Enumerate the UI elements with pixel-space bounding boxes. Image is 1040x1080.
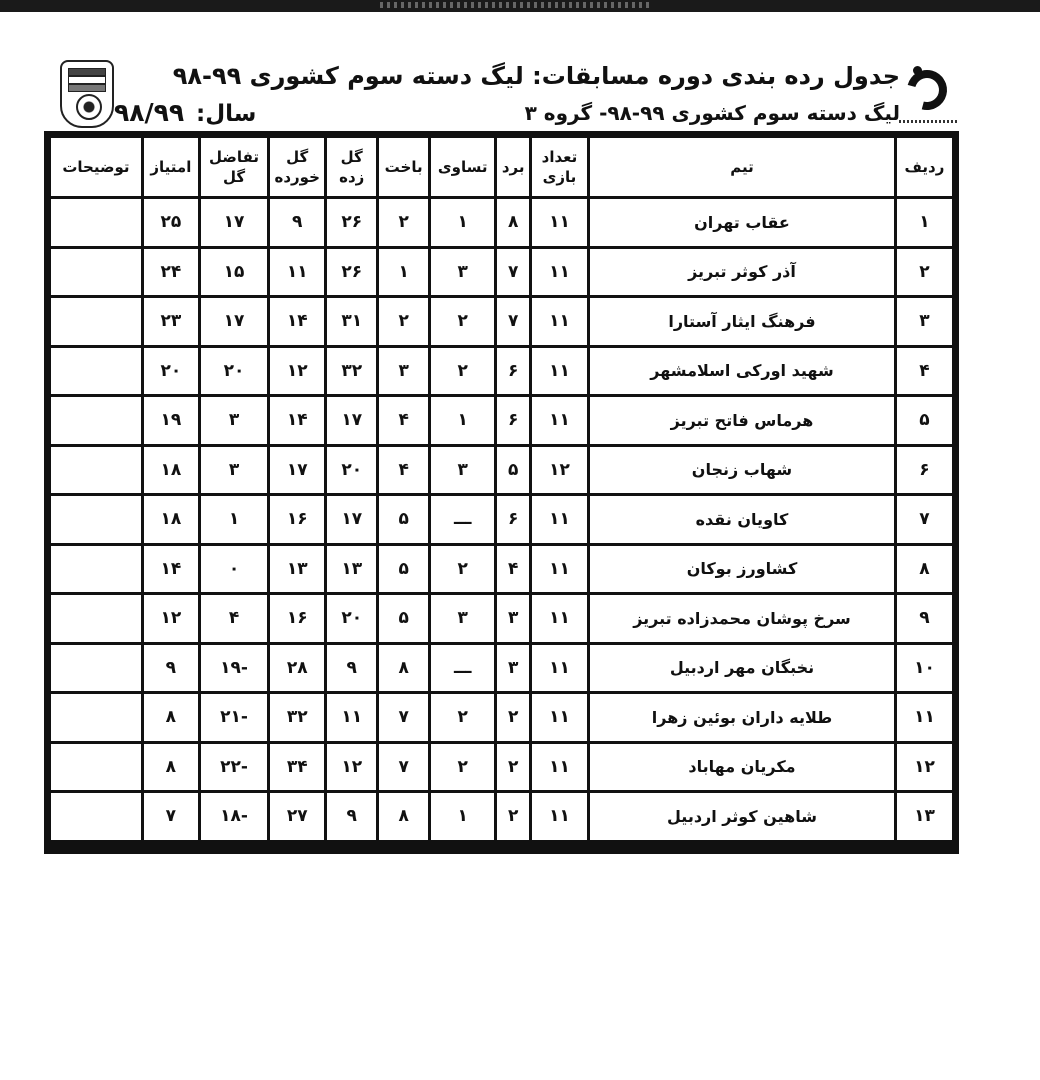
cell-team: شاهین کوثر اردبیل: [590, 793, 894, 840]
cell-goals-for: ۱۳: [327, 546, 376, 593]
cell-goal-diff: ۳: [201, 397, 267, 444]
header-won: برد: [497, 138, 529, 196]
cell-won: ۶: [497, 397, 529, 444]
cell-goals-against: ۱۷: [270, 447, 324, 494]
cell-played: ۱۱: [532, 694, 587, 741]
standings-table-frame: [44, 131, 959, 854]
cell-lost: ۱: [379, 249, 428, 296]
cell-points: ۱۸: [144, 447, 198, 494]
table-row: [51, 694, 952, 741]
cell-notes: [51, 199, 141, 246]
cell-won: ۶: [497, 496, 529, 543]
football-federation-logo: [60, 60, 114, 128]
cell-rank: ۸: [897, 546, 952, 593]
standings-table: [48, 135, 955, 843]
cell-rank: ۶: [897, 447, 952, 494]
header-drawn: تساوی: [431, 138, 494, 196]
table-row: [51, 199, 952, 246]
cell-lost: ۴: [379, 397, 428, 444]
cell-goals-for: ۹: [327, 645, 376, 692]
table-row: [51, 397, 952, 444]
cell-notes: [51, 744, 141, 791]
cell-goal-diff: ۰: [201, 546, 267, 593]
cell-rank: ۱۰: [897, 645, 952, 692]
cell-lost: ۸: [379, 645, 428, 692]
cell-goals-for: ۱۱: [327, 694, 376, 741]
table-header-row: [51, 138, 952, 196]
cell-goal-diff: -۲۲: [201, 744, 267, 791]
cell-drawn: ۲: [431, 546, 494, 593]
header-points: امتیاز: [144, 138, 198, 196]
cell-goals-against: ۲۷: [270, 793, 324, 840]
cell-played: ۱۱: [532, 744, 587, 791]
cell-points: ۲۴: [144, 249, 198, 296]
cell-rank: ۷: [897, 496, 952, 543]
cell-drawn: ۱: [431, 397, 494, 444]
cell-team: آذر کوثر تبریز: [590, 249, 894, 296]
cell-won: ۴: [497, 546, 529, 593]
cell-goal-diff: -۲۱: [201, 694, 267, 741]
cell-notes: [51, 298, 141, 345]
cell-goals-against: ۱۴: [270, 397, 324, 444]
cell-team: کاویان نقده: [590, 496, 894, 543]
page-subtitle: لیگ دسته سوم کشوری ۹۹-۹۸- گروه ۳: [524, 101, 900, 125]
table-row: [51, 595, 952, 642]
cell-played: ۱۱: [532, 298, 587, 345]
cell-team: شهاب زنجان: [590, 447, 894, 494]
cell-team: فرهنگ ایثار آستارا: [590, 298, 894, 345]
swirl-logo-icon: [900, 63, 955, 118]
cell-lost: ۷: [379, 694, 428, 741]
cell-rank: ۹: [897, 595, 952, 642]
cell-lost: ۳: [379, 348, 428, 395]
cell-goals-against: ۲۸: [270, 645, 324, 692]
cell-goal-diff: ۴: [201, 595, 267, 642]
header-goals-for: گل زده: [327, 138, 376, 196]
cell-goal-diff: ۱: [201, 496, 267, 543]
cell-goals-for: ۱۲: [327, 744, 376, 791]
header-rank: ردیف: [897, 138, 952, 196]
cell-played: ۱۱: [532, 397, 587, 444]
cell-goals-against: ۱۴: [270, 298, 324, 345]
cell-drawn: ۲: [431, 348, 494, 395]
cell-team: مکریان مهاباد: [590, 744, 894, 791]
football-icon: [76, 94, 102, 120]
cell-drawn: ۳: [431, 447, 494, 494]
table-row: [51, 744, 952, 791]
cell-points: ۸: [144, 744, 198, 791]
cell-played: ۱۱: [532, 645, 587, 692]
cell-goals-against: ۳۲: [270, 694, 324, 741]
table-row: [51, 447, 952, 494]
cell-team: سرخ پوشان محمدزاده تبریز: [590, 595, 894, 642]
cell-goals-against: ۹: [270, 199, 324, 246]
cell-notes: [51, 645, 141, 692]
cell-played: ۱۱: [532, 546, 587, 593]
cell-lost: ۷: [379, 744, 428, 791]
cell-notes: [51, 546, 141, 593]
cell-goal-diff: ۱۵: [201, 249, 267, 296]
cell-goal-diff: -۱۹: [201, 645, 267, 692]
cell-team: شهید اورکی اسلامشهر: [590, 348, 894, 395]
cell-played: ۱۱: [532, 793, 587, 840]
cell-lost: ۵: [379, 595, 428, 642]
cell-won: ۳: [497, 595, 529, 642]
cell-goals-for: ۳۲: [327, 348, 376, 395]
header-goals-against: گل خورده: [270, 138, 324, 196]
header-goal-diff: تفاضل گل: [201, 138, 267, 196]
cell-goals-against: ۱۲: [270, 348, 324, 395]
cell-won: ۲: [497, 793, 529, 840]
table-row: [51, 496, 952, 543]
cell-team: عقاب تهران: [590, 199, 894, 246]
cell-drawn: ـــ: [431, 645, 494, 692]
cell-lost: ۵: [379, 496, 428, 543]
cell-goals-for: ۲۰: [327, 595, 376, 642]
table-row: [51, 793, 952, 840]
cell-goals-against: ۱۶: [270, 595, 324, 642]
cell-lost: ۵: [379, 546, 428, 593]
cell-points: ۱۹: [144, 397, 198, 444]
cell-played: ۱۱: [532, 249, 587, 296]
header-lost: باخت: [379, 138, 428, 196]
cell-points: ۲۳: [144, 298, 198, 345]
page-title: جدول رده بندی دوره مسابقات: لیگ دسته سوم کشوری ۹۹-۹۸: [172, 62, 900, 90]
cell-lost: ۸: [379, 793, 428, 840]
cell-notes: [51, 496, 141, 543]
year-value: ۹۸/۹۹: [114, 98, 185, 127]
cell-rank: ۵: [897, 397, 952, 444]
cell-goals-against: ۱۶: [270, 496, 324, 543]
cell-lost: ۴: [379, 447, 428, 494]
cell-goals-for: ۲۰: [327, 447, 376, 494]
cell-drawn: ۳: [431, 595, 494, 642]
cell-won: ۷: [497, 298, 529, 345]
header-played: تعداد بازی: [532, 138, 587, 196]
cell-drawn: ۲: [431, 744, 494, 791]
cell-drawn: ۲: [431, 298, 494, 345]
cell-points: ۱۴: [144, 546, 198, 593]
cell-goals-for: ۱۷: [327, 496, 376, 543]
cell-goal-diff: ۳: [201, 447, 267, 494]
cell-lost: ۲: [379, 298, 428, 345]
cell-lost: ۲: [379, 199, 428, 246]
cell-points: ۷: [144, 793, 198, 840]
cell-goals-against: ۱۱: [270, 249, 324, 296]
cell-rank: ۱۳: [897, 793, 952, 840]
year-label: سال:: [196, 101, 257, 127]
table-row: [51, 249, 952, 296]
cell-team: هرماس فاتح تبریز: [590, 397, 894, 444]
cell-notes: [51, 348, 141, 395]
table-row: [51, 298, 952, 345]
cell-drawn: ۱: [431, 199, 494, 246]
cell-drawn: ۳: [431, 249, 494, 296]
cell-won: ۲: [497, 744, 529, 791]
cell-goal-diff: ۲۰: [201, 348, 267, 395]
scan-top-edge: [0, 0, 1040, 12]
cell-drawn: ۲: [431, 694, 494, 741]
cell-notes: [51, 595, 141, 642]
cell-goals-against: ۱۳: [270, 546, 324, 593]
cell-won: ۳: [497, 645, 529, 692]
cell-points: ۸: [144, 694, 198, 741]
cell-won: ۸: [497, 199, 529, 246]
league-organization-logo: [903, 64, 953, 130]
cell-goals-against: ۳۴: [270, 744, 324, 791]
cell-won: ۲: [497, 694, 529, 741]
cell-rank: ۱۲: [897, 744, 952, 791]
cell-team: کشاورز بوکان: [590, 546, 894, 593]
cell-played: ۱۲: [532, 447, 587, 494]
cell-goals-for: ۳۱: [327, 298, 376, 345]
cell-goal-diff: -۱۸: [201, 793, 267, 840]
cell-drawn: ـــ: [431, 496, 494, 543]
cell-points: ۲۰: [144, 348, 198, 395]
cell-rank: ۴: [897, 348, 952, 395]
cell-points: ۹: [144, 645, 198, 692]
cell-goals-for: ۱۷: [327, 397, 376, 444]
cell-notes: [51, 447, 141, 494]
cell-notes: [51, 694, 141, 741]
flag-emblem-icon: [68, 68, 106, 88]
table-row: [51, 546, 952, 593]
cell-rank: ۱۱: [897, 694, 952, 741]
header-notes: توضیحات: [51, 138, 141, 196]
cell-notes: [51, 397, 141, 444]
cell-won: ۷: [497, 249, 529, 296]
cell-rank: ۲: [897, 249, 952, 296]
cell-played: ۱۱: [532, 496, 587, 543]
cell-points: ۱۲: [144, 595, 198, 642]
cell-goals-for: ۲۶: [327, 249, 376, 296]
cell-team: طلایه داران بوئین زهرا: [590, 694, 894, 741]
cell-rank: ۳: [897, 298, 952, 345]
table-row: [51, 645, 952, 692]
cell-team: نخبگان مهر اردبیل: [590, 645, 894, 692]
cell-played: ۱۱: [532, 595, 587, 642]
cell-points: ۱۸: [144, 496, 198, 543]
cell-drawn: ۱: [431, 793, 494, 840]
cell-played: ۱۱: [532, 348, 587, 395]
cell-played: ۱۱: [532, 199, 587, 246]
cell-goal-diff: ۱۷: [201, 298, 267, 345]
cell-rank: ۱: [897, 199, 952, 246]
cell-goals-for: ۹: [327, 793, 376, 840]
cell-won: ۶: [497, 348, 529, 395]
header-team: تیم: [590, 138, 894, 196]
cell-goals-for: ۲۶: [327, 199, 376, 246]
cell-won: ۵: [497, 447, 529, 494]
cell-notes: [51, 793, 141, 840]
cell-points: ۲۵: [144, 199, 198, 246]
cell-notes: [51, 249, 141, 296]
cell-goal-diff: ۱۷: [201, 199, 267, 246]
table-row: [51, 348, 952, 395]
